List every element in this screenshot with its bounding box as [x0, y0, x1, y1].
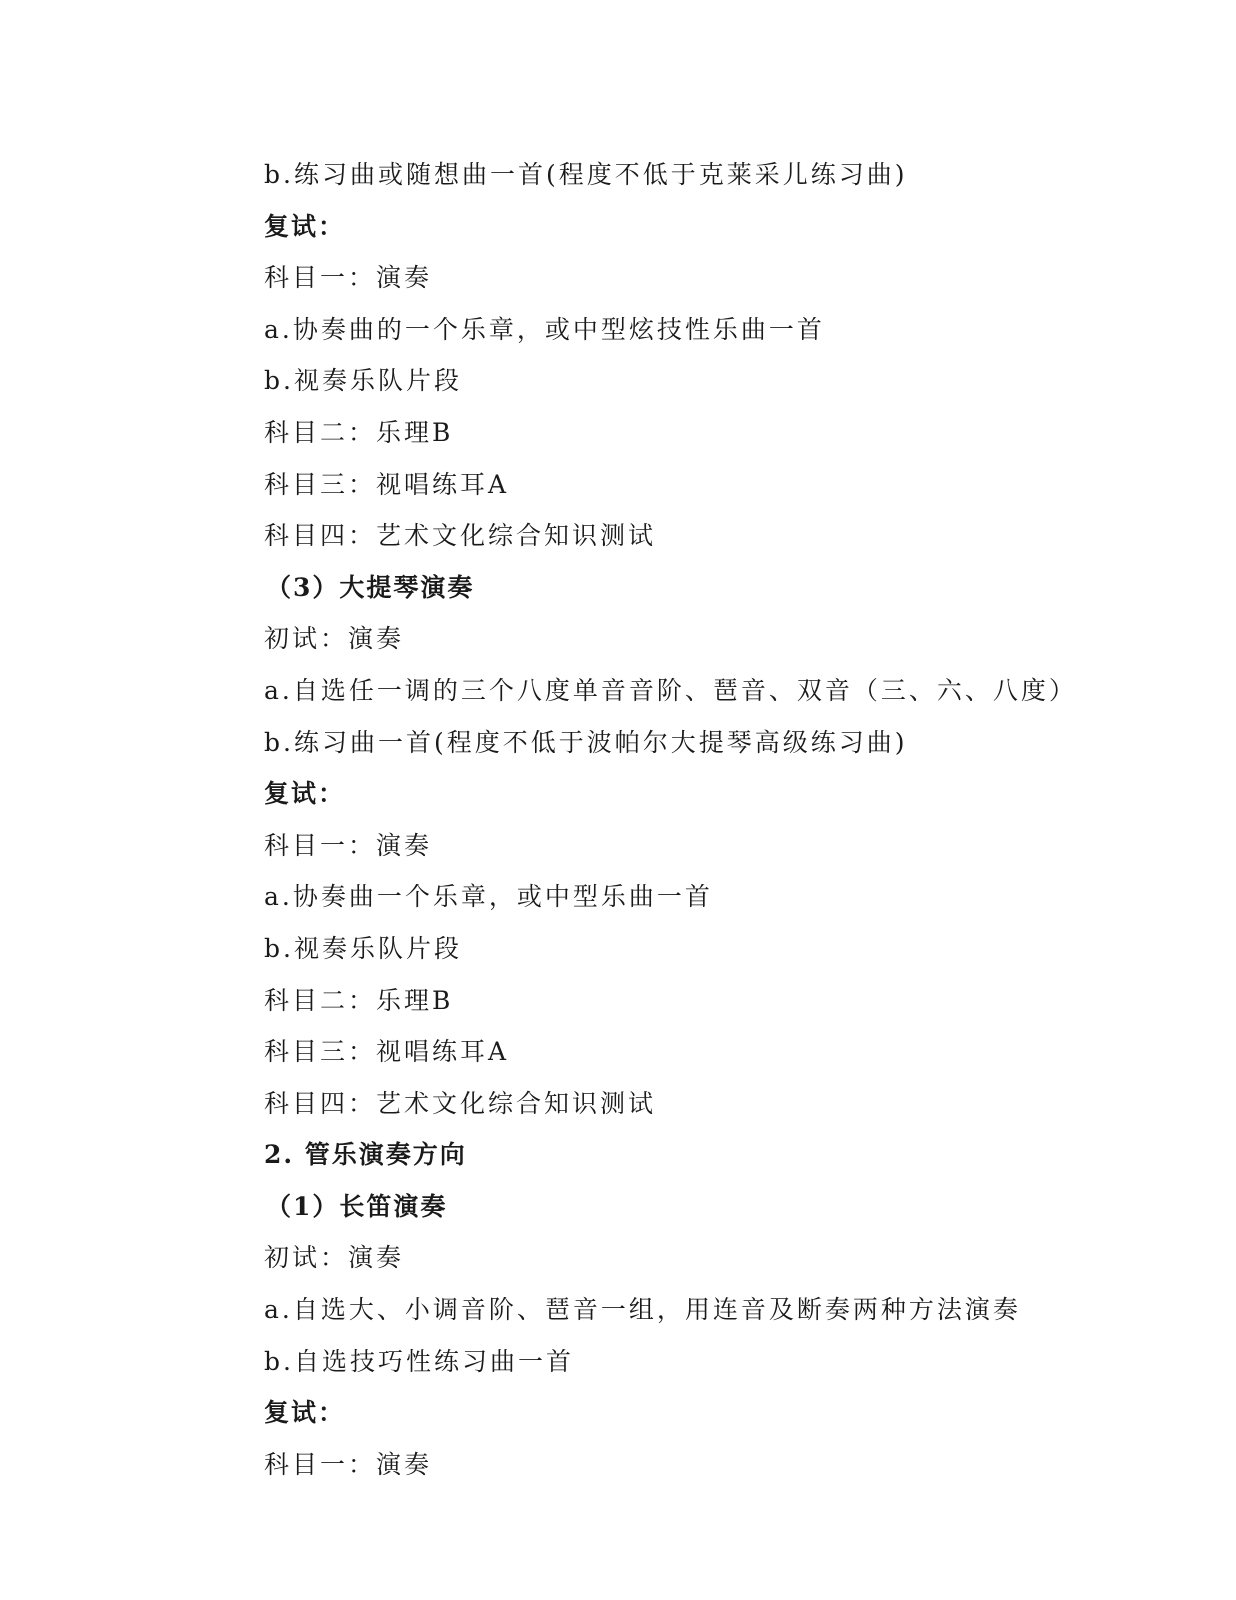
subsection-heading: （1）长笛演奏 — [266, 1191, 448, 1221]
text-line: 科目三：视唱练耳A — [264, 1037, 510, 1067]
section-label: 复试： — [264, 779, 346, 809]
section-label: 复试： — [264, 1398, 346, 1428]
text-line: a.协奏曲的一个乐章，或中型炫技性乐曲一首 — [264, 314, 825, 344]
text-line: 科目三：视唱练耳A — [264, 469, 510, 499]
text-line: b.练习曲一首(程度不低于波帕尔大提琴高级练习曲) — [264, 727, 908, 757]
text-line: b.视奏乐队片段 — [264, 366, 462, 396]
text-line: 科目二：乐理B — [264, 417, 454, 447]
section-heading: 2. 管乐演奏方向 — [264, 1140, 467, 1170]
document-body — [264, 152, 1084, 1493]
text-line: b.视奏乐队片段 — [264, 933, 462, 963]
text-line: a.协奏曲一个乐章，或中型乐曲一首 — [264, 882, 713, 912]
text-line: a.自选任一调的三个八度单音音阶、琶音、双音（三、六、八度） — [264, 675, 1077, 705]
section-label: 复试： — [264, 211, 346, 241]
text-line: b.练习曲或随想曲一首(程度不低于克莱采儿练习曲) — [264, 160, 908, 189]
text-line: 科目二：乐理B — [264, 985, 454, 1015]
text-line: a.自选大、小调音阶、琶音一组，用连音及断奏两种方法演奏 — [264, 1295, 1021, 1325]
text-line: b.自选技巧性练习曲一首 — [264, 1346, 574, 1376]
text-line: 科目四：艺术文化综合知识测试 — [264, 521, 657, 551]
subsection-heading: （3）大提琴演奏 — [266, 572, 475, 602]
text-line: 科目一：演奏 — [264, 263, 433, 293]
text-line: 科目一：演奏 — [264, 1449, 433, 1479]
text-line: 科目一：演奏 — [264, 830, 433, 860]
text-line: 初试：演奏 — [264, 1243, 405, 1273]
text-line: 初试：演奏 — [264, 624, 405, 654]
text-line: 科目四：艺术文化综合知识测试 — [264, 1088, 657, 1118]
